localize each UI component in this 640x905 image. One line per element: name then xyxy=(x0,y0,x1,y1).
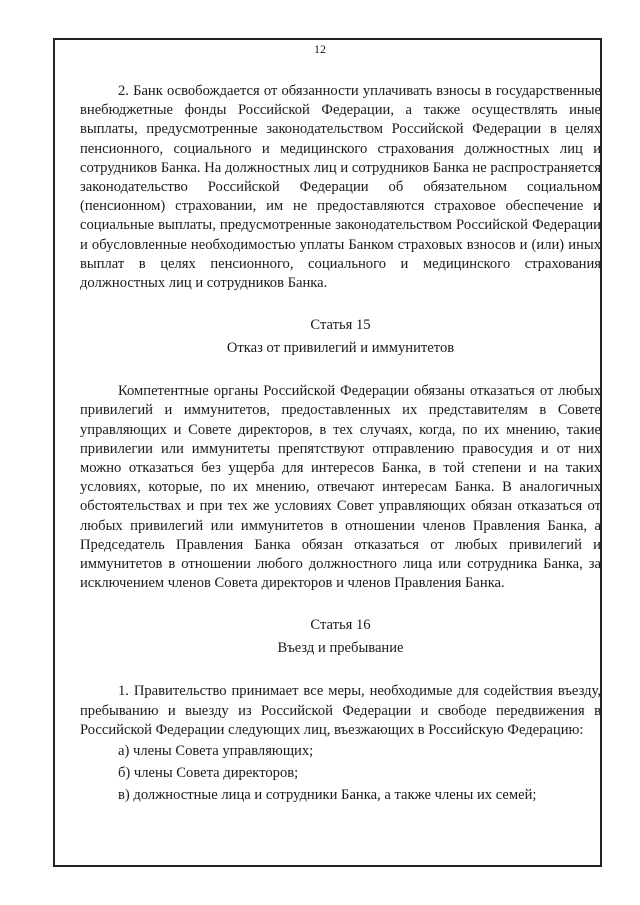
page-number: 12 xyxy=(314,42,326,56)
article-16-title: Въезд и пребывание xyxy=(277,640,404,657)
article-16-text: 1. Правительство принимает все меры, необходимые для содействия въезду, пребыванию и выезду из Российской Федерации и свободе передвижения в Российской Федерации следующих лиц, въезжающих в Российскую Федерацию: xyxy=(80,683,601,738)
article-15-number: Статья 15 xyxy=(310,317,371,334)
article-15-text: Компетентные органы Российской Федерации обязаны отказаться от любых привилегий и иммунитетов, предоставленных их представителям в Совете управляющих и Совете директоров, в тех случаях, когда, по их мнению, такие привилегии или иммунитеты препятствуют отправлению правосудия и от них можно отказаться без ущерба для интересов Банка, в той степени и на таких условиях, которые, по их мнению, отвечают интересам Банка. В аналогичных обстоятельствах и при тех же условиях Совет управляющих обязан отказаться от любых привилегий или иммунитетов в отношении членов Правления Банка, а Председатель Правления Банка обязан отказаться от любых привилегий и иммунитетов в отношении любого должностного лица или сотрудника Банка, за исключением членов Совета директоров и членов Правления Банка. xyxy=(80,383,601,592)
article-16-number: Статья 16 xyxy=(310,617,371,634)
document-body xyxy=(80,82,601,806)
article-15-title: Отказ от привилегий и иммунитетов xyxy=(226,340,455,357)
list-item: в) должностные лица и сотрудники Банка, а также члены их семей; xyxy=(118,787,537,804)
list-item: а) члены Совета управляющих; xyxy=(118,743,314,760)
paragraph-bank-exemption: 2. Банк освобождается от обязанности уплачивать взносы в государственные внебюджетные фонды Российской Федерации, а также осуществлять иные выплаты, предусмотренные законодательством Российской Федерации в целях пенсионного, социального и медицинского страхования должностных лиц и сотрудников Банка. На должностных лиц и сотрудников Банка не распространяется законодательство Российской Федерации об обязательном социальном (пенсионном) страховании, им не предоставляются страховое обеспечение и социальные выплаты, предусмотренные законодательством Российской Федерации и обусловленные необходимостью уплаты Банком страховых взносов и (или) иных выплат в целях пенсионного, социального и медицинского страхования должностных лиц и сотрудников Банка. xyxy=(80,83,601,292)
list-item: б) члены Совета директоров; xyxy=(118,765,299,782)
